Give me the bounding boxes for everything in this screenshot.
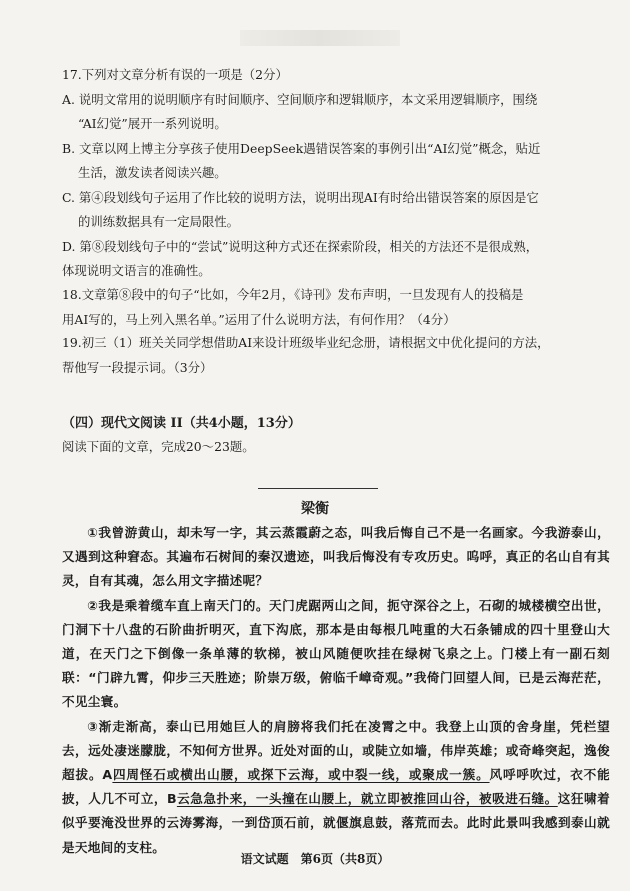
q17-stem: 17.下列对文章分析有误的一项是（2分） [62,67,288,82]
reading-instruction: 阅读下面的文章，完成20～23题。 [62,439,255,454]
underlined-sentence-b: 云急急扑来，一头撞在山腰上，就立即被推回山谷，被吸进石缝。 [176,791,558,807]
article-paragraph-2: ②我是乘着缆车直上南天门的。天门虎踞两山之间，扼守深谷之上，石砌的城楼横空出世，门洞下十八盘的石阶曲折明灭，直下沟底，那本是由每根几吨重的大石条铺成的四十里登山大道，在天门之下倒像一条单薄的软梯，被山风随便吹挂在绿树飞泉之上。门楼上有一副石刻联：“门辟九霄，仰步三天胜迹；阶崇万级，俯临千嶂奇观。”我倚门回望人间，已是云海茫茫，不见尘寰。 [62,597,610,710]
q17-option-d-line2: 体现说明文语言的准确性。 [62,263,211,278]
q18-line1: 18.文章第⑧段中的句子“比如，今年2月，《诗刊》发布声明，一旦发现有人的投稿是 [62,287,524,302]
article-paragraph-1: ①我曾游黄山，却未写一字，其云蒸霞蔚之态，叫我后悔自己不是一名画家。今我游泰山，又遇到这种窘态。其遍布石树间的秦汉遗迹，叫我后悔没有专攻历史。呜呼，真正的名山自有其灵，自有其魂，怎么用文字描述呢？ [62,525,610,589]
q17-option-b-line2: 生活，激发读者阅读兴趣。 [78,165,227,180]
page-footer: 语文试题 第6页（共8页） [240,852,390,866]
p3-text-a: ③渐走渐高，泰山已用她巨人的肩膀将我们托在凌霄之中。我登上山顶的舍身崖，凭栏望去，远处凄迷朦胧，不知何方世界。近处对面的山，或陡立如墙，伟岸英雄；或奇峰突起，逸俊超拔。A [62,718,610,783]
p3-text-b: 风呼呼吹过，衣不能披，人几不可立，B [62,767,611,807]
article-paragraph-3 [62,715,610,860]
q19-line1: 19.初三（1）班关关同学想借助AI来设计班级毕业纪念册，请根据文中优化提问的方法， [62,335,550,350]
q18-line2: 用AI写的，马上列入黑名单。”运用了什么说明方法，有何作用？（4分） [62,311,456,327]
q19-line2: 帮他写一段提示词。（3分） [62,359,213,375]
q17-option-a-line2: “AI幻觉”展开一系列说明。 [78,116,227,131]
q17-option-d-line1: D. 第⑧段划线句子中的“尝试”说明这种方式还在探索阶段，相关的方法还不是很成熟， [62,238,539,254]
bleed-through-header [240,30,400,46]
underlined-sentence-a: 四周怪石或横出山腰，或探下云海，或中裂一线，或聚成一簇。 [112,767,490,783]
title-blank-line [258,488,378,489]
q17-option-c-line1: C. 第④段划线句子运用了作比较的说明方法，说明出现AI有时给出错误答案的原因是它 [62,189,539,205]
question-17 [62,63,610,284]
q17-option-a-line1: A. 说明文常用的说明顺序有时间顺序、空间顺序和逻辑顺序，本文采用逻辑顺序，围绕 [62,91,538,107]
q17-option-b-line1: B. 文章以网上博主分享孩子使用DeepSeek遇错误答案的事例引出“AI幻觉”概念，贴近 [62,140,541,156]
question-19 [62,331,610,380]
section-heading: （四）现代文阅读 II（共4小题，13分） [62,416,301,431]
p3-text-c: 这狂啸着似乎要淹没世界的云涛雾海，一到岱顶石前，就偃旗息鼓，落荒而去。此时此景叫我感到泰山就是天地间的支柱。 [62,791,610,855]
q17-option-c-line2: 的训练数据具有一定局限性。 [78,214,240,229]
article-author: 梁衡 [301,501,329,517]
article-body [62,521,610,860]
question-18 [62,283,610,332]
